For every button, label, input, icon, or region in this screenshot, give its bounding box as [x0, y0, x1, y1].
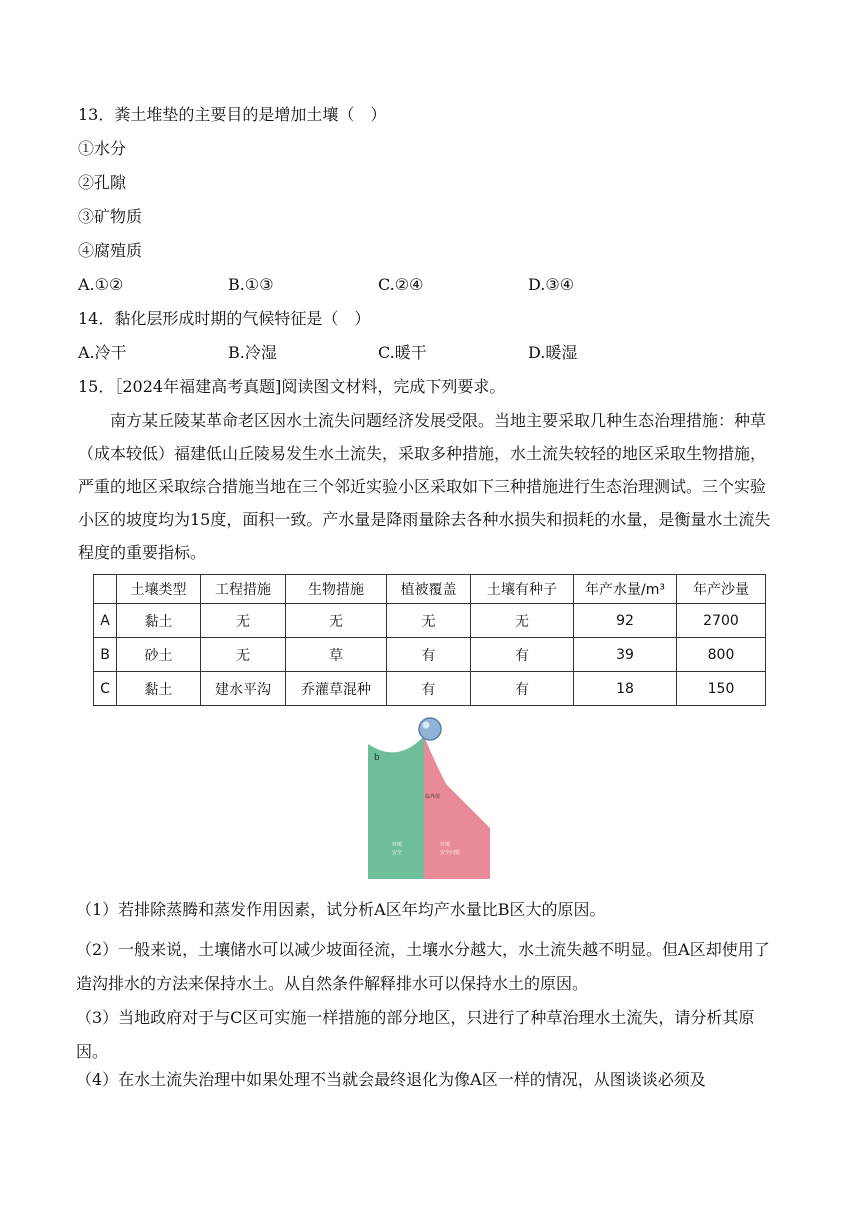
pink-problem-region [424, 736, 490, 879]
table-cell: 39 [574, 638, 677, 672]
table-cell: 2700 [677, 604, 766, 638]
figure-left-label-2: 安全 [392, 850, 403, 856]
table-cell: 92 [574, 604, 677, 638]
ball-icon [419, 718, 441, 740]
table-cell: 无 [471, 604, 574, 638]
table-cell: 黏土 [117, 672, 201, 706]
table-cell: C [94, 672, 117, 706]
table-cell: 无 [201, 638, 286, 672]
q14-option-c: C.暖干 [378, 343, 427, 362]
q13-item-1: ①水分 [78, 139, 127, 158]
table-cell: 有 [387, 672, 471, 706]
table-header: 年产沙量 [677, 575, 766, 604]
q13-item-2: ②孔隙 [78, 173, 127, 192]
table-cell: B [94, 638, 117, 672]
figure-left-label-1: 环境 [392, 842, 403, 848]
table-cell: 有 [387, 638, 471, 672]
table-header [94, 575, 117, 604]
figure-right-label-1: 环境 [440, 842, 451, 848]
table-cell: 有 [471, 638, 574, 672]
table-header: 年产水量/m³ [574, 575, 677, 604]
figure-right-label-2: 安全问题 [440, 850, 461, 856]
data-table [93, 574, 766, 706]
table-cell: 800 [677, 638, 766, 672]
subquestion-1: （1）若排除蒸腾和蒸发作用因素，试分析A区年均产水量比B区大的原因。 [76, 900, 606, 919]
q15-stem: 15．［2024年福建高考真题]阅读图文材料，完成下列要求。 [78, 377, 506, 396]
subquestion-2: （2）一般来说，土壤储水可以减少坡面径流，土壤水分越大，水土流失越不明显。但A区却使用了造沟排水的方法来保持水土。从自然条件解释排水可以保持水土的原因。 [76, 940, 770, 993]
table-row [94, 672, 766, 706]
table-cell: 150 [677, 672, 766, 706]
q13-option-d: D.③④ [528, 275, 575, 294]
table-cell: A [94, 604, 117, 638]
q13-option-c: C.②④ [378, 275, 424, 294]
q13-option-a: A.①② [78, 275, 124, 294]
table-cell: 有 [471, 672, 574, 706]
q13-item-3: ③矿物质 [78, 207, 143, 226]
table-header: 工程措施 [201, 575, 286, 604]
q13-option-b: B.①③ [228, 275, 274, 294]
table-header: 生物措施 [286, 575, 387, 604]
table-header: 土壤有种子 [471, 575, 574, 604]
q14-option-d: D.暖湿 [528, 343, 578, 362]
table-cell: 砂土 [117, 638, 201, 672]
table-cell: 黏土 [117, 604, 201, 638]
q13-item-4: ④腐殖质 [78, 241, 143, 260]
q14-stem: 14．黏化层形成时期的气候特征是（ ） [78, 309, 371, 328]
table-cell: 无 [201, 604, 286, 638]
table-header: 土壤类型 [117, 575, 201, 604]
subquestion-3: （3）当地政府对于与C区可实施一样措施的部分地区，只进行了种草治理水土流失，请分析其原因。 [76, 1008, 755, 1061]
subquestion-4: （4）在水土流失治理中如果处理不当就会最终退化为像A区一样的情况，从图谈谈必须及 [76, 1070, 706, 1089]
environment-threshold-figure [368, 716, 490, 879]
q15-material-text: 南方某丘陵某革命老区因水土流失问题经济发展受限。当地主要采取几种生态治理措施：种草（成本较低）福建低山丘陵易发生水土流失，采取多种措施，水土流失较轻的地区采取生物措施，严重的地区采取综合措施当地在三个邻近实验小区采取如下三种措施进行生态治理测试。三个实验小区的坡度均为15度，面积一致。产水量是降雨量除去各种水损失和损耗的水量，是衡量水土流失程度的重要指标。 [78, 411, 771, 562]
table-header-row [94, 575, 766, 604]
table-cell: 建水平沟 [201, 672, 286, 706]
figure-center-label: 临界值 [425, 794, 441, 800]
table-header: 植被覆盖 [387, 575, 471, 604]
table-cell: 无 [387, 604, 471, 638]
table-row [94, 604, 766, 638]
q14-option-b: B.冷湿 [228, 343, 277, 362]
table-cell: 草 [286, 638, 387, 672]
q15-material [78, 404, 778, 569]
table-row [94, 638, 766, 672]
q13-stem: 13．粪土堆垫的主要目的是增加土壤（ ） [78, 105, 387, 124]
table-cell: 18 [574, 672, 677, 706]
q14-option-a: A.冷干 [78, 343, 127, 362]
figure-letter-b: b [374, 753, 380, 763]
table-cell: 无 [286, 604, 387, 638]
table-cell: 乔灌草混种 [286, 672, 387, 706]
